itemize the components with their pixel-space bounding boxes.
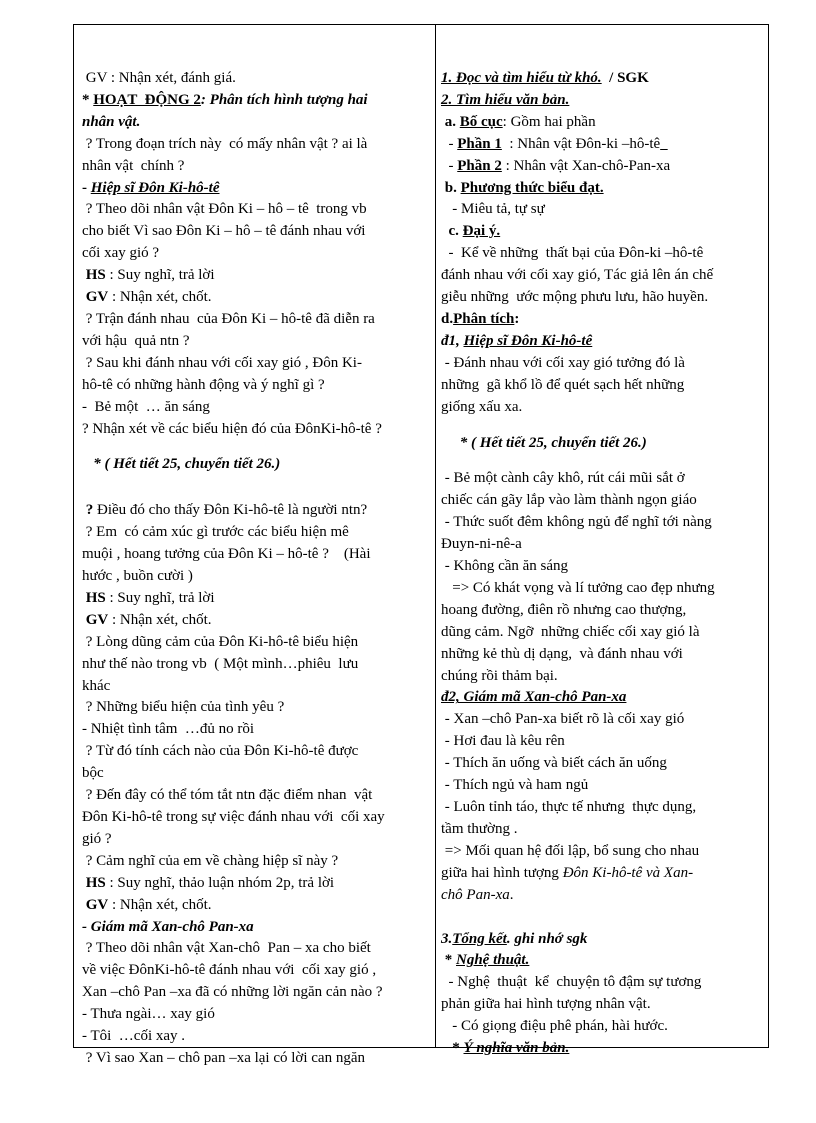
text-line: chiếc cán gãy lắp vào làm thành ngọn giáo <box>441 492 697 509</box>
text-line: muội , hoang tưởng của Đôn Ki – hô-tê ? (Hài <box>82 546 371 563</box>
text-line: - Thức suốt đêm không ngủ để nghĩ tới nàng <box>441 514 712 531</box>
spacer <box>441 419 764 433</box>
text-line: - Bẻ một cành cây khô, rút cái mũi sắt ở <box>441 470 685 487</box>
text-line: giễu những ước mộng phưu lưu, hão huyền. <box>441 289 709 306</box>
text-line: với hậu quả ntn ? <box>82 332 190 349</box>
text-line: về việc ĐônKi-hô-tê đánh nhau với cối xay gió , <box>82 962 377 979</box>
text-line: - Thích ngủ và ham ngủ <box>441 777 589 794</box>
text-line: ? Cảm nghĩ của em về chàng hiệp sĩ này ? <box>82 852 339 869</box>
text-line: ? Đến đây có thể tóm tắt ntn đặc điểm nhan vật <box>82 787 373 804</box>
text-line: đánh nhau với cối xay gió, Tác giả lên án chế <box>441 267 714 284</box>
text-line: - Hơi đau là kêu rên <box>441 733 565 750</box>
spacer <box>82 440 431 454</box>
text-line: Đôn Ki-hô-tê trong sự việc đánh nhau với cối xay <box>82 809 385 825</box>
text-line: - Đánh nhau với cối xay gió tưởng đó là <box>441 354 685 371</box>
text-line: ? Những biểu hiện của tình yêu ? <box>82 699 285 716</box>
text-line: ? Trận đánh nhau của Đôn Ki – hô-tê đã diễn ra <box>82 310 375 327</box>
text-line: - Luôn tỉnh táo, thực tế nhưng thực dụng, <box>441 799 697 815</box>
text-line: c. Đại ý. <box>441 223 501 240</box>
left-column <box>74 25 436 1066</box>
text-line: dũng cảm. Ngỡ những chiếc cối xay gió là <box>441 623 700 640</box>
text-line: - Nghệ thuật kể chuyện tô đậm sự tương <box>441 974 702 991</box>
text-line: * Ý nghĩa văn bản. <box>441 1040 570 1057</box>
text-line: - Không cần ăn sáng <box>441 558 569 575</box>
text-line: giữa hai hình tượng Đôn Ki-hô-tê và Xan- <box>441 864 694 881</box>
spacer <box>441 907 764 929</box>
text-line: - Thưa ngài… xay gió <box>82 1006 215 1023</box>
heading-giam-ma: - Giám mã Xan-chô Pan-xa <box>82 918 254 935</box>
text-line: - Kể về những thất bại của Đôn-ki –hô-tê <box>441 245 704 262</box>
text-line: => Có khát vọng và lí tưởng cao đẹp nhưng <box>441 579 715 596</box>
text-line: nhân vật. <box>82 113 141 130</box>
text-line: a. Bố cục: Gồm hai phần <box>441 113 596 130</box>
heading-hiep-si: - Hiệp sĩ Đôn Ki-hô-tê <box>82 179 220 196</box>
text-line: - Phần 1 : Nhân vật Đôn-ki –hô-tê <box>441 135 661 152</box>
text-line: - Xan –chô Pan-xa biết rõ là cối xay gió <box>441 711 685 728</box>
text-line: => Mối quan hệ đối lập, bổ sung cho nhau <box>441 842 700 859</box>
text-line: cối xay gió ? <box>82 245 160 262</box>
text-line: gió ? <box>82 830 112 847</box>
text-line: GV : Nhận xét, chốt. <box>82 896 212 913</box>
text-line: HS : Suy nghĩ, thảo luận nhóm 2p, trả lời <box>82 874 335 891</box>
text-line: - Tôi …cối xay . <box>82 1028 186 1045</box>
text-line: nhân vật chính ? <box>82 157 185 174</box>
right-column <box>436 25 768 1057</box>
section-heading: 1. Đọc và tìm hiểu từ khó. / SGK <box>441 70 649 86</box>
page-table <box>73 24 769 1066</box>
text-line: ? Vì sao Xan – chô pan –xa lại có lời can ngăn <box>82 1049 365 1066</box>
text-line: GV : Nhận xét, chốt. <box>82 289 212 306</box>
text-line: ? Em có cảm xúc gì trước các biểu hiện mê <box>82 524 349 541</box>
spacer <box>441 454 764 468</box>
text-line: * Nghệ thuật. <box>441 952 530 969</box>
section-heading: 2. Tìm hiểu văn bản. <box>441 91 570 108</box>
text-line: Đuyn-ni-nê-a <box>441 536 522 553</box>
text-line: GV : Nhận xét, chốt. <box>82 611 212 628</box>
section-heading: 3.Tổng kết. ghi nhớ sgk <box>441 930 588 947</box>
text-line: giống xấu xa. <box>441 398 523 415</box>
text-line: - Có giọng điệu phê phán, hài hước. <box>441 1018 668 1035</box>
text-line: ? Điều đó cho thấy Đôn Ki-hô-tê là người ntn? <box>82 502 368 519</box>
text-line: như thế nào trong vb ( Một mình…phiêu lưu <box>82 655 359 672</box>
text-line: ? Trong đoạn trích này có mấy nhân vật ? ai là <box>82 135 368 152</box>
text-line: ? Lòng dũng cảm của Đôn Ki-hô-tê biểu hiện <box>82 633 359 650</box>
spacer <box>82 476 431 500</box>
text-line: hước , buồn cười ) <box>82 568 193 585</box>
text-line: b. Phương thức biểu đạt. <box>441 179 604 196</box>
heading-hiep-si-right: đ1, Hiệp sĩ Đôn Ki-hô-tê <box>441 332 593 349</box>
text-line: - Thích ăn uống và biết cách ăn uống <box>441 755 667 772</box>
text-line: - Nhiệt tình tâm …đủ no rồi <box>82 721 255 738</box>
text-line: những gã khổ lồ để quét sạch hết những <box>441 376 685 393</box>
text-line: - Bẻ một … ăn sáng <box>82 398 210 415</box>
text-line: Xan –chô Pan –xa đã có những lời ngăn cản nào ? <box>82 984 383 1001</box>
lesson-break-note: * ( Hết tiết 25, chuyển tiết 26.) <box>82 456 281 473</box>
text-line: ? Theo dõi nhân vật Xan-chô Pan – xa cho biết <box>82 940 371 957</box>
heading-giam-ma-right: đ2, Giám mã Xan-chô Pan-xa <box>441 689 627 706</box>
text-line: khác <box>82 677 111 694</box>
text-line: - Miêu tả, tự sự <box>441 201 545 218</box>
text-line: GV : Nhận xét, đánh giá. <box>85 70 236 86</box>
text-line: ? Nhận xét về các biểu hiện đó của ĐônKi-hô-tê ? <box>82 420 382 437</box>
text-line: bộc <box>82 765 104 782</box>
text-line: - Phần 2 : Nhân vật Xan-chô-Pan-xa <box>441 157 671 174</box>
text-line: chúng rồi thảm bại. <box>441 667 558 684</box>
text-line: hoang đường, điên rồ nhưng cao thượng, <box>441 601 687 618</box>
text-line: ? Theo dõi nhân vật Đôn Ki – hô – tê trong vb <box>82 201 367 218</box>
text-line: HS : Suy nghĩ, trả lời <box>82 589 215 606</box>
text-line: những kẻ thù dị dạng, và đánh nhau với <box>441 645 683 662</box>
text-line: HS : Suy nghĩ, trả lời <box>82 267 215 284</box>
text-line: phản giữa hai hình tượng nhân vật. <box>441 996 651 1013</box>
text-line: ? Từ đó tính cách nào của Đôn Ki-hô-tê được <box>82 743 359 760</box>
text-line: tầm thường . <box>441 820 518 837</box>
text-line: ? Sau khi đánh nhau với cối xay gió , Đôn Ki- <box>82 354 362 371</box>
text-line: chô Pan-xa. <box>441 886 514 903</box>
text-line: hô-tê có những hành động và ý nghĩ gì ? <box>82 376 325 393</box>
text-line: * HOẠT ĐỘNG 2: Phân tích hình tượng hai <box>82 91 368 108</box>
text-line: cho biết Vì sao Đôn Ki – hô – tê đánh nhau với <box>82 223 366 240</box>
text-line: d.Phân tích: <box>441 310 520 327</box>
lesson-break-note: * ( Hết tiết 25, chuyển tiết 26.) <box>441 434 647 451</box>
